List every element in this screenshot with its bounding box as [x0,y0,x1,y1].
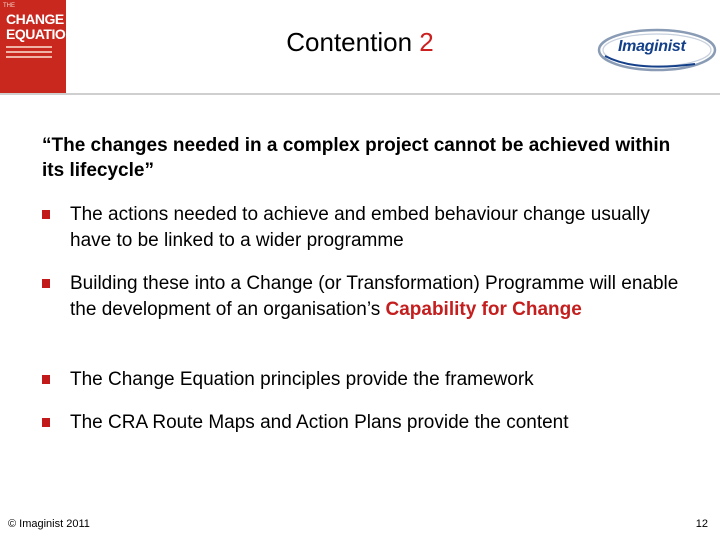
bullet-square-icon [42,418,50,427]
page-title-text: Contention [286,27,420,57]
quote-heading: “The changes needed in a complex project cannot be achieved within its lifecycle” [42,135,671,181]
bullet-highlight: Capability for Change [385,299,582,320]
page-title [200,27,520,58]
book-cover-image [0,0,75,93]
bullet-square-icon [42,279,50,288]
bullet-square-icon [42,210,50,219]
bullet-text [70,271,682,323]
logo-text: Imaginist [618,38,686,55]
header-divider [0,93,720,95]
book-cover-line1: THE [3,3,15,9]
bullet-item [42,410,682,436]
bullet-text: The CRA Route Maps and Action Plans provide the content [70,412,569,433]
footer-copyright: © Imaginist 2011 [8,518,90,530]
book-cover-title: CHANGE EQUATION [6,11,75,42]
bullet-square-icon [42,375,50,384]
bullet-text: The actions needed to achieve and embed behaviour change usually have to be linked to a wider programme [70,204,650,251]
footer-page-number: 12 [695,518,708,530]
bullet-text: The Change Equation principles provide the framework [70,369,534,390]
bullet-item [42,271,682,323]
bullet-text-main: Building these into a Change (or Transformation) Programme will enable the development of an organisation’s [70,273,679,320]
bullet-item [42,367,682,393]
bullet-item [42,202,682,254]
book-cover-lines [6,46,52,61]
page-title-number: 2 [419,27,434,57]
